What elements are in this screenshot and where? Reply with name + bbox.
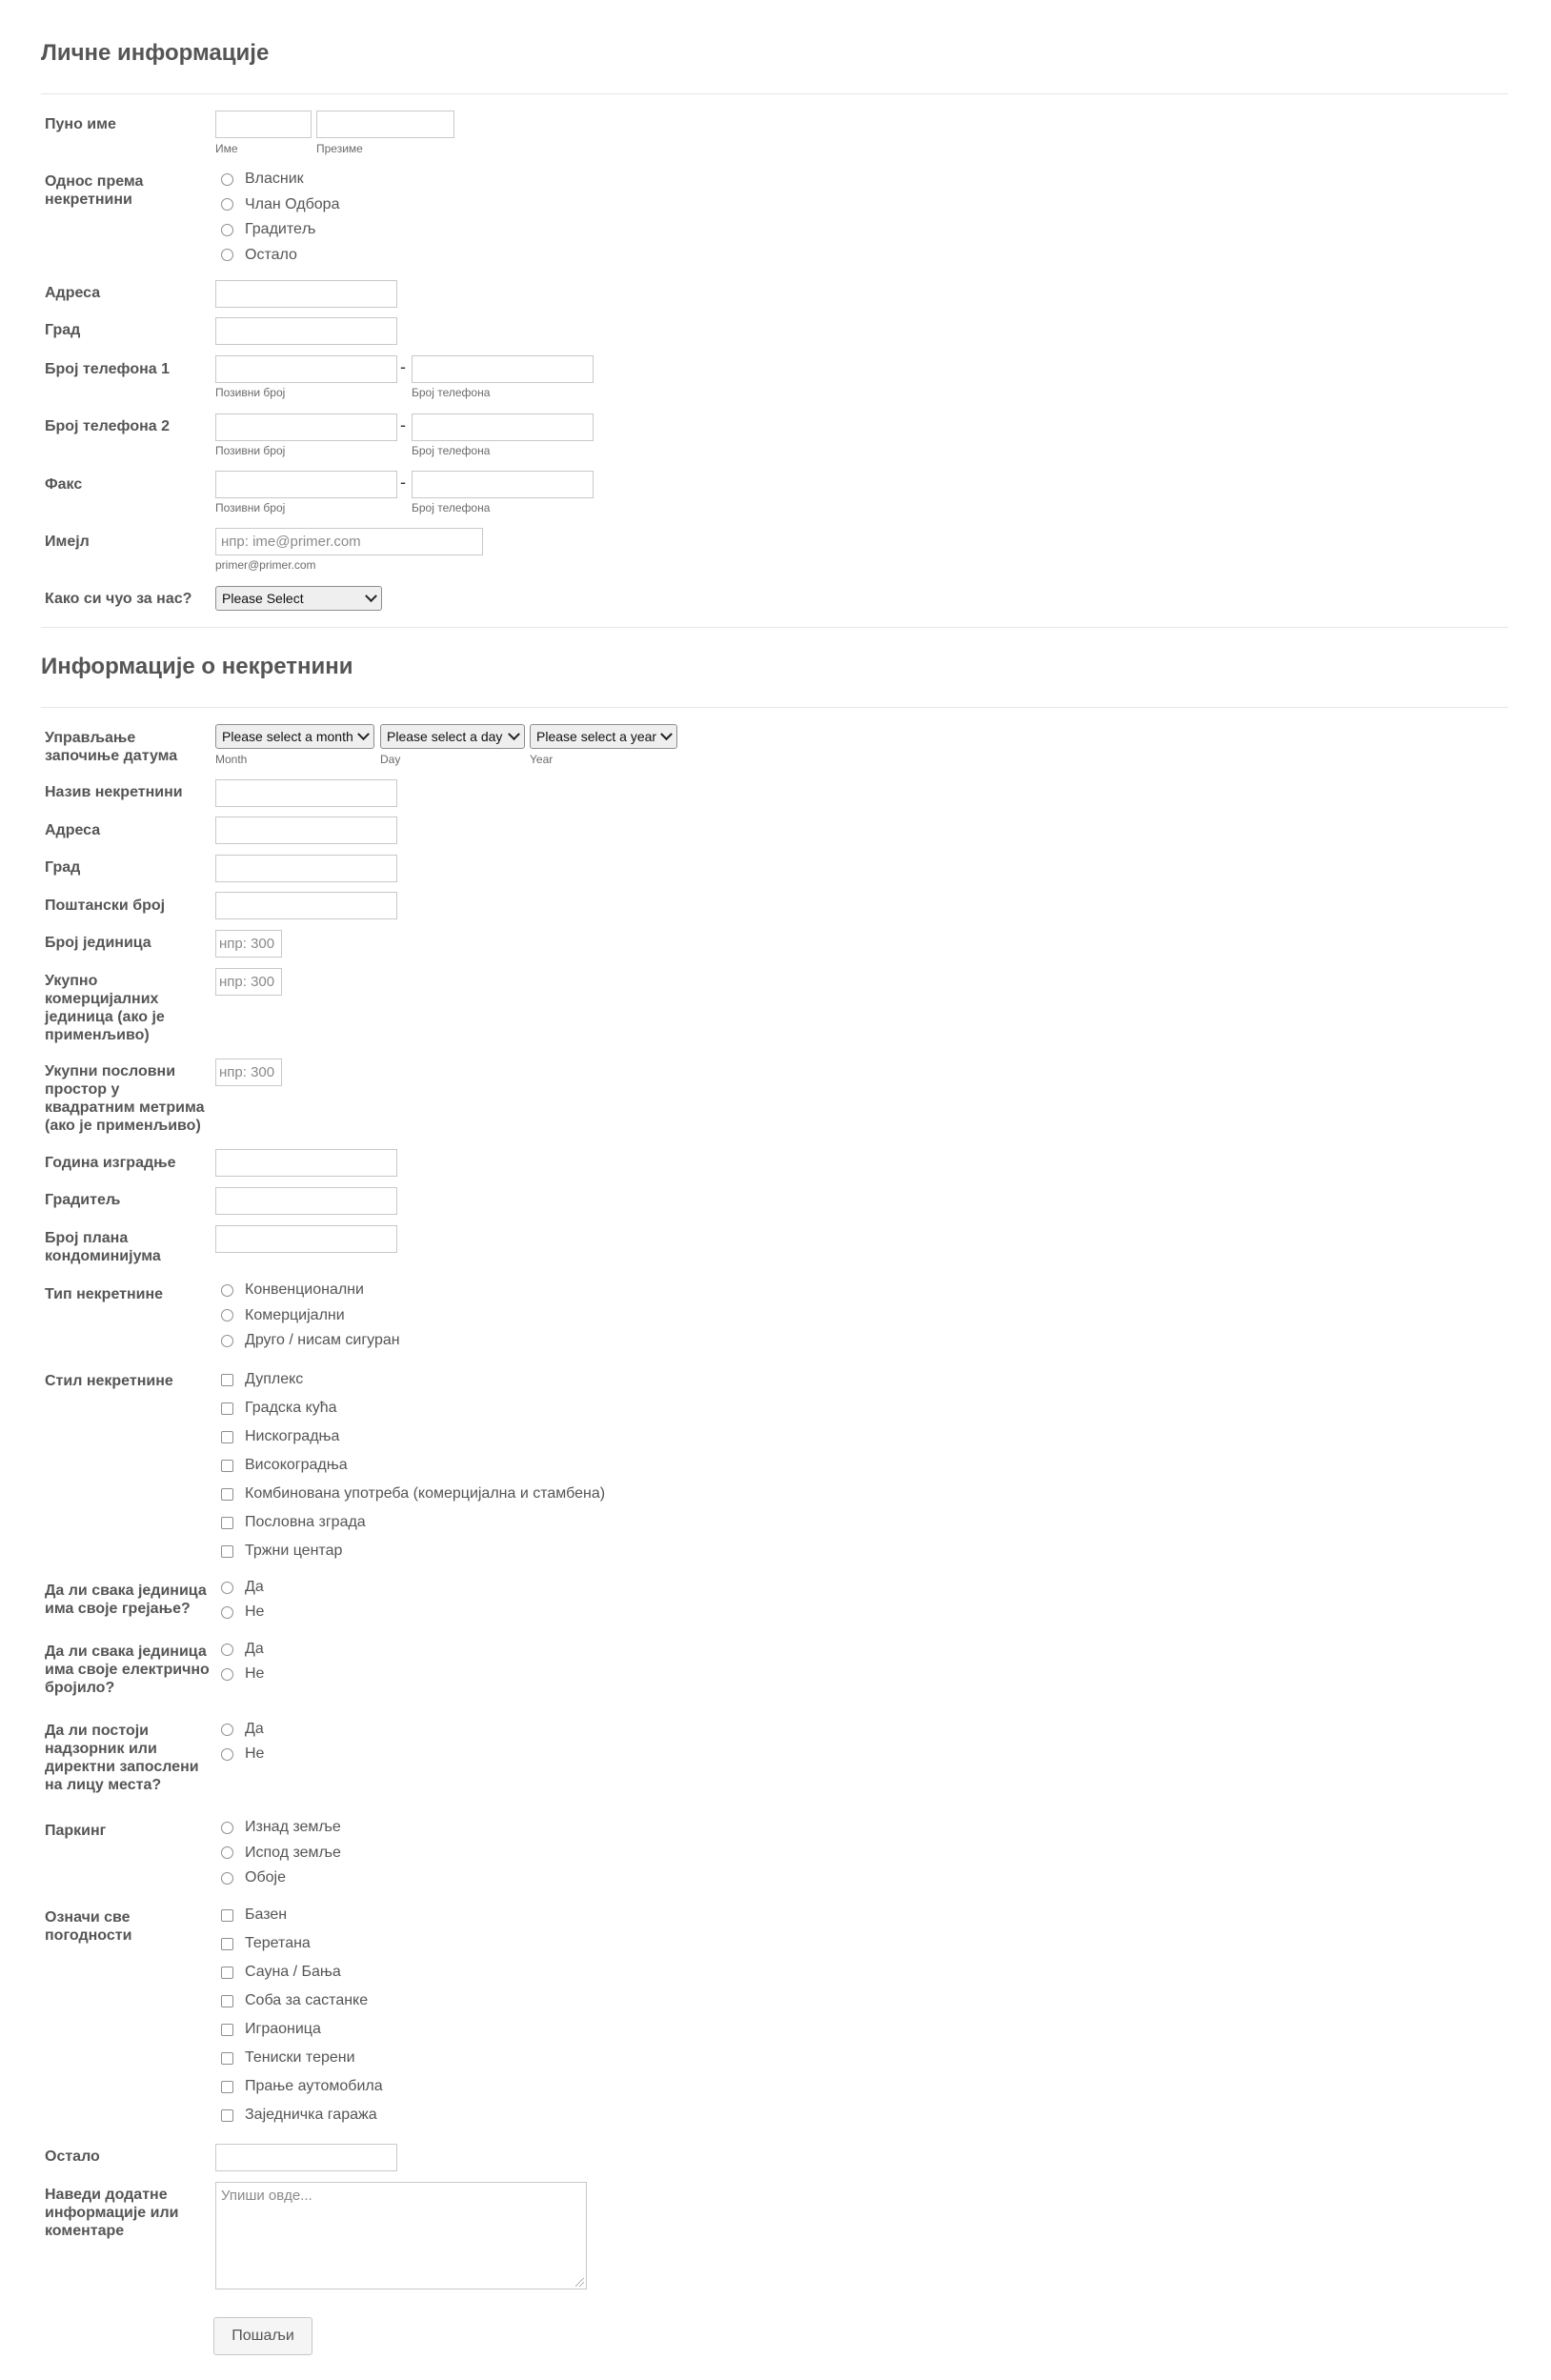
- phone-dash: -: [400, 357, 406, 376]
- address-input[interactable]: [215, 280, 397, 308]
- address-label: Адреса: [45, 285, 101, 301]
- radio-button[interactable]: [221, 249, 233, 261]
- section-divider: [41, 707, 1508, 708]
- office-space-label: [45, 1062, 204, 1135]
- radio-button[interactable]: [221, 1606, 233, 1619]
- checkbox[interactable]: [221, 1402, 233, 1415]
- first-name-input[interactable]: [215, 111, 312, 138]
- supervisor-option-no[interactable]: Не: [221, 1742, 264, 1766]
- resize-grip-icon[interactable]: [575, 2278, 584, 2287]
- type-option[interactable]: Конвенционални: [221, 1278, 400, 1303]
- heating-option-yes[interactable]: Да: [221, 1575, 264, 1600]
- phone1-label: Број телефона 1: [45, 361, 170, 377]
- month-select[interactable]: [215, 724, 374, 749]
- section-divider: [41, 627, 1508, 628]
- radio-button[interactable]: [221, 198, 233, 211]
- builder-label: Градитељ: [45, 1192, 121, 1208]
- first-name-sublabel: Име: [215, 142, 238, 155]
- last-name-sublabel: Презиме: [316, 142, 363, 155]
- label-line: Да ли свака јединица: [45, 1644, 207, 1660]
- postal-label: Поштански број: [45, 898, 166, 914]
- phone1-area-input[interactable]: [215, 355, 397, 383]
- style-option[interactable]: Дуплекс: [221, 1365, 605, 1394]
- meter-label: [45, 1643, 210, 1697]
- parking-option[interactable]: Испод земље: [221, 1841, 341, 1866]
- chevron-down-icon: [508, 728, 520, 740]
- chevron-down-icon: [357, 728, 370, 740]
- commercial-units-input[interactable]: [215, 968, 282, 996]
- property-style-label: Стил некретнине: [45, 1373, 173, 1389]
- amenity-option[interactable]: Заједничка гаража: [221, 2101, 383, 2129]
- heating-radio-group: [221, 1575, 264, 1624]
- label-line: кондоминијума: [45, 1248, 161, 1264]
- heard-select-value: Please Select: [222, 591, 304, 606]
- label-line: квадратним метрима: [45, 1099, 205, 1116]
- mgmt-date-label: [45, 729, 177, 765]
- label-line: Број плана: [45, 1230, 129, 1246]
- label-line: коментаре: [45, 2223, 125, 2239]
- label-line: има своје електрично: [45, 1662, 210, 1678]
- property-type-radio-group: [221, 1278, 400, 1354]
- phone-dash: -: [400, 415, 406, 434]
- units-input[interactable]: [215, 930, 282, 958]
- radio-button[interactable]: [221, 1644, 233, 1656]
- day-select[interactable]: [380, 724, 525, 749]
- fax-dash: -: [400, 473, 406, 492]
- label-line: Укупно: [45, 973, 98, 989]
- property-address-input[interactable]: [215, 817, 397, 844]
- radio-button[interactable]: [221, 1846, 233, 1859]
- postal-input[interactable]: [215, 892, 397, 919]
- amenities-checkbox-group: [221, 1901, 383, 2129]
- label-line: применљиво): [45, 1027, 150, 1043]
- meter-radio-group: [221, 1637, 264, 1686]
- label-line: бројило?: [45, 1680, 115, 1696]
- comments-textarea[interactable]: [215, 2182, 587, 2289]
- label-line: простор у: [45, 1081, 120, 1098]
- plan-number-input[interactable]: [215, 1225, 397, 1253]
- property-city-label: Град: [45, 859, 81, 876]
- style-option[interactable]: Високоградња: [221, 1451, 605, 1480]
- relation-option-board[interactable]: Члан Одбора: [221, 192, 339, 218]
- property-name-label: Назив некретнини: [45, 784, 183, 800]
- year-built-input[interactable]: [215, 1149, 397, 1177]
- style-option[interactable]: Пословна зграда: [221, 1508, 605, 1537]
- section-divider: [41, 93, 1508, 94]
- phone1-number-input[interactable]: [412, 355, 594, 383]
- email-label: Имејл: [45, 534, 90, 550]
- radio-button[interactable]: [221, 1748, 233, 1761]
- label-line: Да ли свака јединица: [45, 1583, 207, 1599]
- office-space-input[interactable]: [215, 1059, 282, 1086]
- phone2-area-sublabel: Позивни број: [215, 444, 286, 457]
- year-select-value: Please select a year: [536, 729, 657, 744]
- phone2-area-input[interactable]: [215, 413, 397, 441]
- fax-label: Факс: [45, 476, 83, 493]
- radio-button[interactable]: [221, 1822, 233, 1834]
- type-option[interactable]: Комерцијални: [221, 1303, 400, 1329]
- label-line: има своје грејање?: [45, 1601, 191, 1617]
- fax-area-sublabel: Позивни број: [215, 501, 286, 514]
- relation-option-other[interactable]: Остало: [221, 243, 339, 269]
- section-title-personal: Личне информације: [41, 40, 270, 66]
- type-option[interactable]: Друго / нисам сигуран: [221, 1328, 400, 1354]
- mgmt-date-label-line: започиње датума: [45, 748, 178, 764]
- fax-number-sublabel: Број телефона: [412, 501, 491, 514]
- parking-option[interactable]: Обоје: [221, 1866, 341, 1891]
- amenity-option[interactable]: Теретана: [221, 1929, 383, 1958]
- mgmt-date-label-line: Управљање: [45, 730, 136, 746]
- relation-label: [45, 172, 143, 209]
- checkbox[interactable]: [221, 1909, 233, 1922]
- amenity-option[interactable]: Прање аутомобила: [221, 2072, 383, 2101]
- meter-option-yes[interactable]: Да: [221, 1637, 264, 1662]
- relation-label-line: некретнини: [45, 192, 132, 208]
- relation-label-line: Однос према: [45, 173, 144, 190]
- label-line: Наведи додатне: [45, 2187, 168, 2203]
- heard-select[interactable]: [215, 586, 382, 611]
- radio-button[interactable]: [221, 173, 233, 186]
- year-built-label: Година изградње: [45, 1155, 176, 1171]
- radio-button[interactable]: [221, 1668, 233, 1681]
- submit-button[interactable]: Пошаљи: [213, 2317, 312, 2355]
- supervisor-label: [45, 1722, 199, 1794]
- parking-label: Паркинг: [45, 1823, 107, 1839]
- property-address-label: Адреса: [45, 822, 101, 838]
- builder-input[interactable]: [215, 1187, 397, 1215]
- checkbox[interactable]: [221, 1460, 233, 1472]
- checkbox[interactable]: [221, 1431, 233, 1443]
- amenity-option[interactable]: Играоница: [221, 2015, 383, 2044]
- radio-button[interactable]: [221, 1724, 233, 1736]
- parking-radio-group: [221, 1815, 341, 1891]
- section-title-property: Информације о некретнини: [41, 654, 353, 679]
- month-sublabel: Month: [215, 753, 248, 766]
- comments-textarea-wrap: [215, 2182, 587, 2289]
- relation-option-builder[interactable]: Градитељ: [221, 217, 339, 243]
- month-select-value: Please select a month: [222, 729, 353, 744]
- property-name-input[interactable]: [215, 779, 397, 807]
- style-option[interactable]: Градска кућа: [221, 1394, 605, 1422]
- phone2-number-input[interactable]: [412, 413, 594, 441]
- label-line: јединица (ако је: [45, 1009, 165, 1025]
- phone1-number-sublabel: Број телефона: [412, 386, 491, 399]
- amenity-option[interactable]: Соба за састанке: [221, 1987, 383, 2015]
- radio-button[interactable]: [221, 1335, 233, 1347]
- units-label: Број јединица: [45, 935, 151, 951]
- chevron-down-icon: [365, 590, 377, 602]
- label-line: Означи све: [45, 1909, 131, 1926]
- other-label: Остало: [45, 2148, 100, 2165]
- email-sublabel: primer@primer.com: [215, 558, 316, 572]
- property-city-input[interactable]: [215, 855, 397, 882]
- radio-button[interactable]: [221, 1284, 233, 1297]
- last-name-input[interactable]: [316, 111, 454, 138]
- style-option[interactable]: Комбинована употреба (комерцијална и стамбена): [221, 1480, 605, 1508]
- phone2-label: Број телефона 2: [45, 418, 170, 434]
- checkbox[interactable]: [221, 2081, 233, 2093]
- checkbox[interactable]: [221, 2052, 233, 2065]
- full-name-label: Пуно име: [45, 116, 116, 132]
- checkbox[interactable]: [221, 1995, 233, 2007]
- amenities-label: [45, 1908, 131, 1945]
- parking-option[interactable]: Изнад земље: [221, 1815, 341, 1841]
- radio-button[interactable]: [221, 1582, 233, 1594]
- checkbox[interactable]: [221, 1545, 233, 1558]
- label-line: погодности: [45, 1927, 132, 1944]
- checkbox[interactable]: [221, 1938, 233, 1950]
- label-line: на лицу места?: [45, 1777, 162, 1793]
- email-input[interactable]: [215, 528, 483, 555]
- city-label: Град: [45, 322, 81, 338]
- amenity-option[interactable]: Сауна / Бања: [221, 1958, 383, 1987]
- city-input[interactable]: [215, 317, 397, 345]
- amenity-option[interactable]: Базен: [221, 1901, 383, 1929]
- radio-button[interactable]: [221, 1309, 233, 1321]
- label-line: информације или: [45, 2205, 179, 2221]
- checkbox[interactable]: [221, 2024, 233, 2036]
- label-line: Да ли постоји: [45, 1723, 149, 1739]
- checkbox[interactable]: [221, 1488, 233, 1501]
- property-type-label: Тип некретнине: [45, 1286, 164, 1302]
- checkbox[interactable]: [221, 1517, 233, 1529]
- phone2-number-sublabel: Број телефона: [412, 444, 491, 457]
- day-select-value: Please select a day: [387, 729, 503, 744]
- property-style-checkbox-group: [221, 1365, 605, 1565]
- label-line: Укупни пословни: [45, 1063, 176, 1079]
- heating-label: [45, 1582, 207, 1618]
- style-option[interactable]: Нискоградња: [221, 1422, 605, 1451]
- supervisor-option-yes[interactable]: Да: [221, 1717, 264, 1742]
- year-sublabel: Year: [530, 753, 554, 766]
- plan-number-label: [45, 1229, 161, 1265]
- fax-area-input[interactable]: [215, 471, 397, 498]
- radio-button[interactable]: [221, 224, 233, 236]
- heating-option-no[interactable]: Не: [221, 1600, 264, 1624]
- year-select[interactable]: [530, 724, 677, 749]
- relation-radio-group: [221, 167, 339, 268]
- meter-option-no[interactable]: Не: [221, 1662, 264, 1686]
- heard-label: Како си чуо за нас?: [45, 591, 192, 607]
- chevron-down-icon: [660, 728, 673, 740]
- commercial-units-label: [45, 972, 165, 1044]
- phone1-area-sublabel: Позивни број: [215, 386, 286, 399]
- amenity-option[interactable]: Тениски терени: [221, 2044, 383, 2072]
- checkbox[interactable]: [221, 2109, 233, 2122]
- label-line: надзорник или: [45, 1741, 157, 1757]
- label-line: (ако је применљиво): [45, 1118, 201, 1134]
- supervisor-radio-group: [221, 1717, 264, 1766]
- checkbox[interactable]: [221, 1967, 233, 1979]
- relation-option-owner[interactable]: Власник: [221, 167, 339, 192]
- comments-label: [45, 2186, 178, 2240]
- fax-number-input[interactable]: [412, 471, 594, 498]
- style-option[interactable]: Тржни центар: [221, 1537, 605, 1565]
- radio-button[interactable]: [221, 1872, 233, 1885]
- day-sublabel: Day: [380, 753, 401, 766]
- other-input[interactable]: [215, 2144, 397, 2171]
- label-line: комерцијалних: [45, 991, 159, 1007]
- label-line: директни запослени: [45, 1759, 199, 1775]
- checkbox[interactable]: [221, 1374, 233, 1386]
